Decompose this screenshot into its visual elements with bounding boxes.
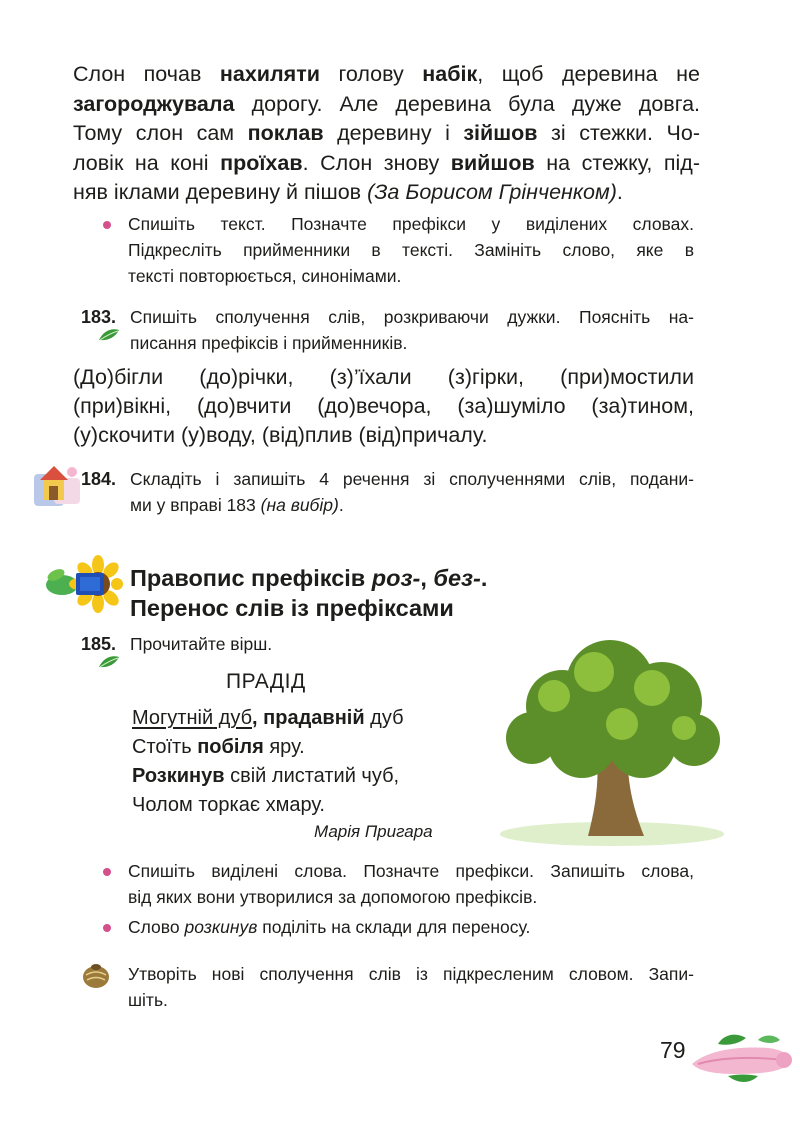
poem-author: Марія Пригара: [314, 822, 433, 841]
exercise-183-number: 183.: [81, 307, 117, 327]
exercise-185-number: 185.: [81, 634, 117, 654]
exercise-183-text: (До)бігли (до)річки, (з)’їхали (з)гірки, (при)мостили (при)вікні, (до)вчити (до)вечора, (за)шуміло (за)тином, (у)скочити (у)воду, (від)плив (від)причалу.: [73, 365, 694, 447]
bullet-icon: [103, 924, 111, 932]
story-line: Слон почав нахиляти голову набік, щоб деревина не: [73, 62, 700, 86]
poem: Могутній дуб, прадавній дуб Стоїть побіля яру. Розкинув свій листатий чуб, Чолом торкає хмару.: [132, 707, 404, 816]
oak-tree-illustration: [492, 636, 732, 846]
page-number: 79: [660, 1037, 686, 1063]
section-title: Правопис префіксів роз-, без-. Перенос слів із префіксами: [130, 565, 488, 621]
story-line: няв іклами деревину й пішов (За Борисом Грінченком).: [73, 180, 623, 204]
nut-icon: [82, 963, 110, 989]
task-4: Утворіть нові сполучення слів із підкресленим словом. Запи- шіть.: [128, 964, 694, 1010]
exercise-185-instruction: Прочитайте вірш.: [130, 634, 273, 654]
bullet-icon: [103, 868, 111, 876]
task-3: Слово розкинув поділіть на склади для переносу.: [128, 917, 531, 937]
leaf-icon: [98, 328, 120, 342]
house-icon: [32, 460, 82, 508]
story-paragraph: [73, 60, 700, 208]
exercise-184-number: 184.: [81, 469, 117, 489]
task-2: Спишіть виділені слова. Позначте префікси. Запишіть слова, від яких вони утворилися за допомогою префіксів.: [128, 861, 694, 907]
scroll-ribbon-icon: [688, 1030, 798, 1086]
leaf-icon: [98, 655, 120, 669]
story-line: ловік на коні проїхав. Слон знову вийшов на стежку, під-: [73, 150, 700, 175]
exercise-184-instruction: Складіть і запишіть 4 речення зі сполученнями слів, подани- ми у вправі 183 (на вибір).: [130, 469, 694, 515]
story-line: Тому слон сам поклав деревину і зійшов зі стежки. Чо-: [73, 121, 700, 145]
task-1: Спишіть текст. Позначте префікси у виділених словах. Підкресліть прийменники в тексті. Замініть слово, яке в тексті повторюється, синонімами.: [128, 214, 694, 286]
exercise-183-instruction: Спишіть сполучення слів, розкриваючи дужки. Поясніть на- писання префіксів і прийменників.: [130, 307, 694, 353]
story-line: загороджувала дорогу. Але деревина була дуже довга.: [73, 91, 700, 116]
bullet-icon: [103, 221, 111, 229]
sunflower-book-icon: [44, 555, 124, 613]
poem-title: ПРАДІД: [226, 670, 306, 693]
